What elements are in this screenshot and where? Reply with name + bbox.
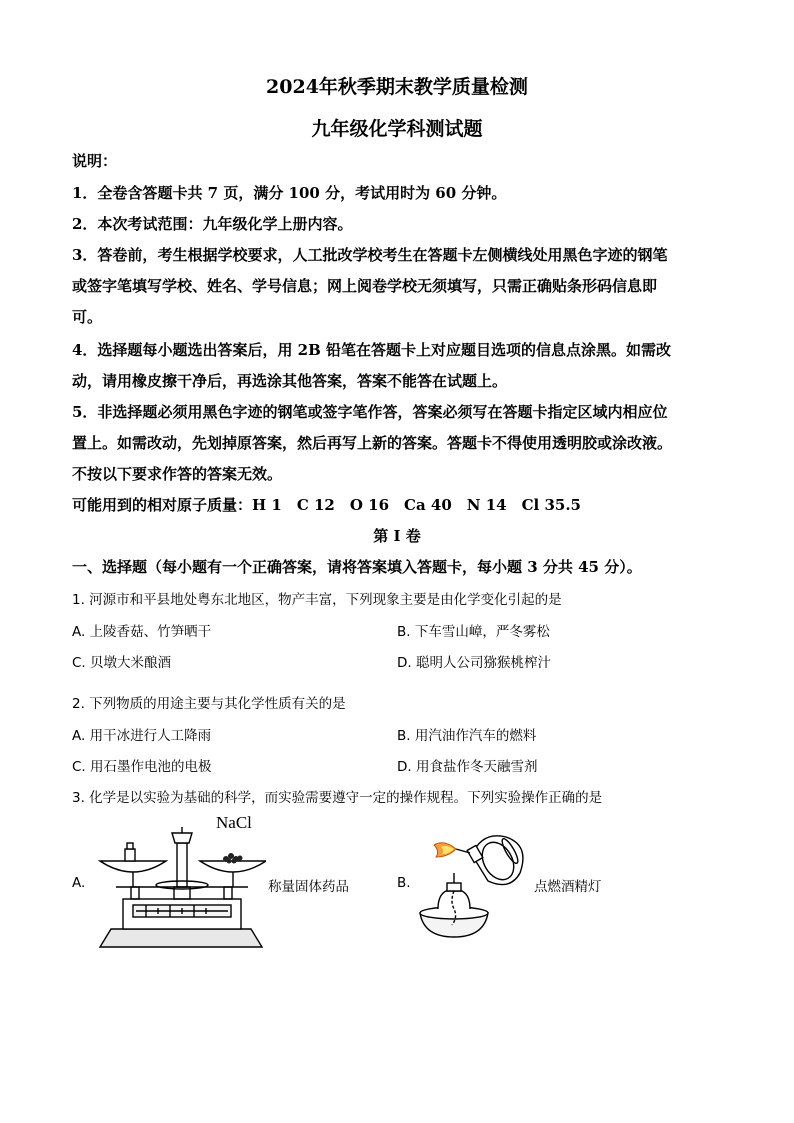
figure-b-caption: 点燃酒精灯 [534,879,602,895]
question-1-option-b: B. 下车雪山嶂，严冬雾松 [397,624,550,640]
exam-title: 2024年秋季期末教学质量检测 [266,76,528,98]
question-1-stem: 1. 河源市和平县地处粤东北地区，物产丰富，下列现象主要是由化学变化引起的是 [72,592,562,608]
question-2-option-a: A. 用干冰进行人工降雨 [72,728,212,744]
instruction-line: 不按以下要求作答的答案无效。 [72,465,283,483]
instruction-line: 可。 [72,308,103,326]
instructions-label: 说明： [72,152,118,170]
question-3-option-a: A. [72,875,86,891]
volume-label: 第 I 卷 [373,527,421,545]
instruction-line: 4．选择题每小题选出答案后，用 2B 铅笔在答题卡上对应题目选项的信息点涂黑。如需改 [72,341,672,359]
question-2-option-d: D. 用食盐作冬天融雪剂 [397,759,538,775]
question-1-option-d: D. 聪明人公司猕猴桃榨汁 [397,655,551,671]
question-3-stem: 3. 化学是以实验为基础的科学，而实验需要遵守一定的操作规程。下列实验操作正确的是 [72,790,603,806]
question-1-option-c: C. 贝墩大米酿酒 [72,655,172,671]
instruction-line: 1．全卷含答题卡共 7 页，满分 100 分，考试用时为 60 分钟。 [72,184,507,202]
atomic-masses: 可能用到的相对原子质量：H 1 C 12 O 16 Ca 40 N 14 Cl 35.5 [72,496,581,514]
question-2-option-b: B. 用汽油作汽车的燃料 [397,728,537,744]
balance-illustration [96,825,266,950]
question-1-option-a: A. 上陵香菇、竹笋晒干 [72,624,212,640]
instruction-line: 置上。如需改动，先划掉原答案，然后再写上新的答案。答题卡不得使用透明胶或涂改液。 [72,434,673,452]
question-2-stem: 2. 下列物质的用途主要与其化学性质有关的是 [72,696,346,712]
question-2-option-c: C. 用石墨作电池的电极 [72,759,212,775]
figure-a-caption: 称量固体药品 [268,879,349,895]
instruction-line: 或签字笔填写学校、姓名、学号信息；网上阅卷学校无须填写，只需正确贴条形码信息即 [72,277,658,295]
nacl-label: NaCl [216,813,252,832]
section-heading: 一、选择题（每小题有一个正确答案，请将答案填入答题卡，每小题 3 分共 45 分）。 [72,558,642,576]
exam-subtitle: 九年级化学科测试题 [311,118,483,140]
question-3-option-b: B. [397,875,411,891]
instruction-line: 动，请用橡皮擦干净后，再选涂其他答案，答案不能答在试题上。 [72,372,508,390]
instruction-line: 5．非选择题必须用黑色字迹的钢笔或签字笔作答，答案必须写在答题卡指定区域内相应位 [72,403,668,421]
instruction-line: 2．本次考试范围：九年级化学上册内容。 [72,215,353,233]
instruction-line: 3．答卷前，考生根据学校要求，人工批改学校考生在答题卡左侧横线处用黑色字迹的钢笔 [72,246,668,264]
alcohol-lamp-illustration [414,825,534,940]
